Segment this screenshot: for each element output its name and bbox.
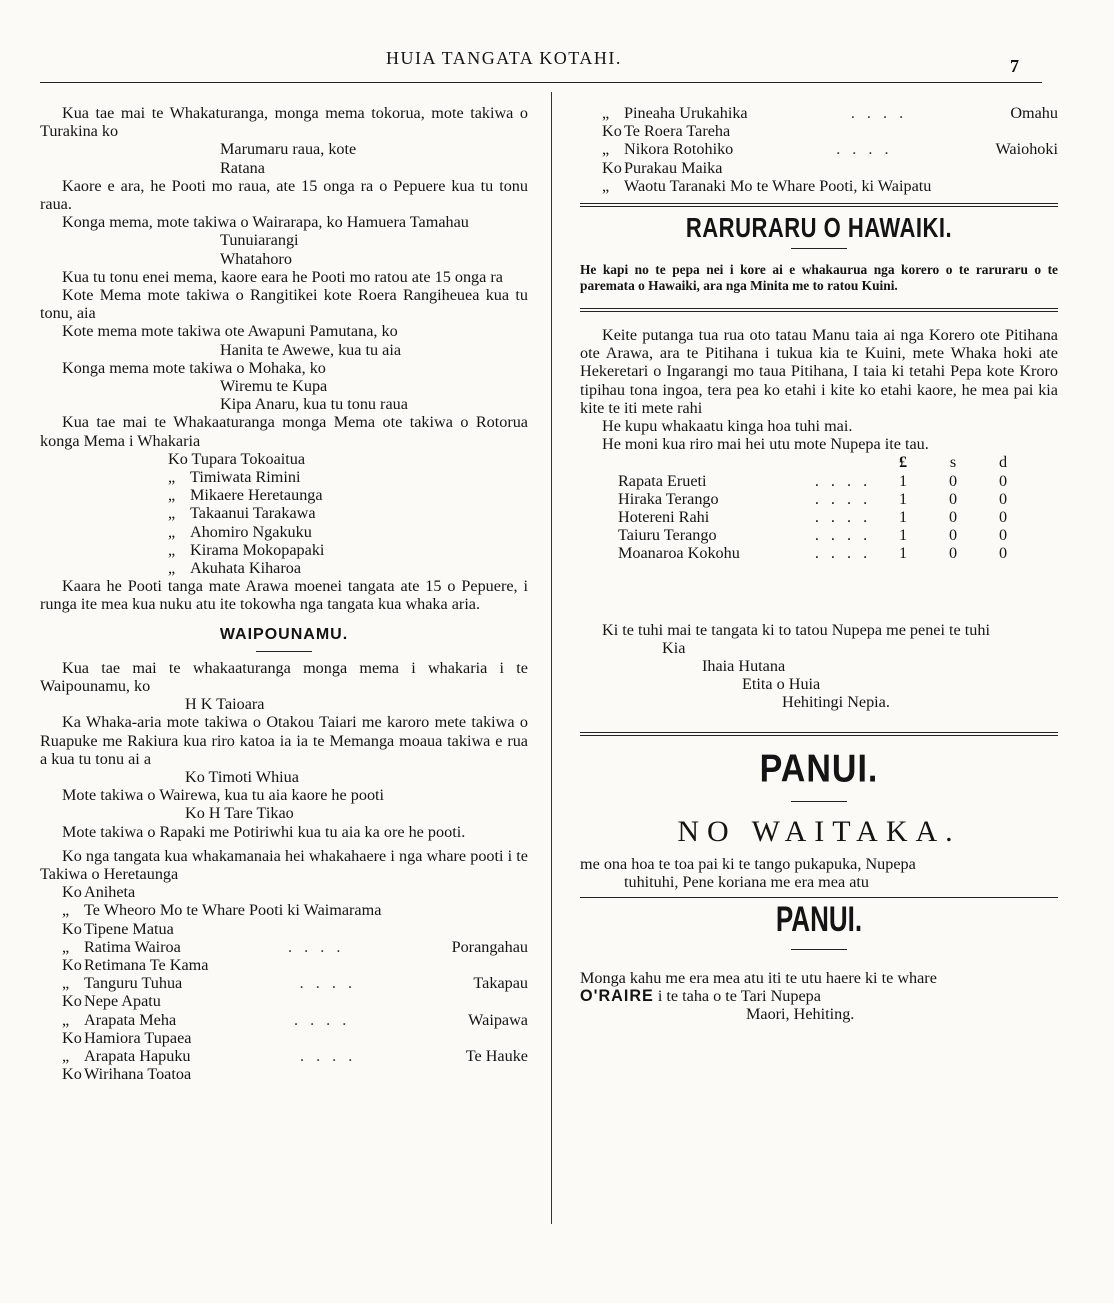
booth-ko-line: Ko Tipene Matua [62,919,174,938]
name-line: Wiremu te Kupa [220,377,328,396]
heading-rule [791,248,847,249]
booth-row: „ Tanguru Tuhua . . . . Takapau [62,974,528,993]
oraire-text: Monga kahu me era mea atu iti te utu haere ki te whare [580,969,937,988]
paragraph-rotorua: Kua tae mai te Whakaaturanga monga Mema ote takiwa o Rotorua konga Mema i Whakaria [40,413,528,450]
paragraph-turakina: Kua tae mai te Whakaturanga, monga mema tokorua, mote takiwa o Turakina ko [40,104,528,141]
heading-rule [791,801,847,802]
booth-row: „ Nikora Rotohiko . . . . Waiohoki [602,140,1058,159]
booth-first: Ko Aniheta [62,883,136,902]
list-item: „ Takaanui Tarakawa [168,504,316,523]
name-line: Ko H Tare Tikao [185,804,294,823]
booth-ko-line: Ko Te Roera Tareha [602,122,731,141]
booth-row: „ Pineaha Urukahika . . . . Omahu [602,104,1058,122]
name-line: Ihaia Hutana [702,657,786,676]
paragraph-rangitikei: Kote Mema mote takiwa o Rangitikei kote Roera Rangiheuea kua tu tonu, aia [40,286,528,323]
name-line: H K Taioara [185,695,265,714]
table-row: Moanaroa Kokohu . . . . 1 0 0 [618,544,1008,563]
waitaka-text: tuhituhi, Pene koriana me era mea atu [624,872,869,891]
wairewa-line: Mote takiwa o Wairewa, kua tu aia kaore he pooti [62,786,385,805]
kupu-line: He kupu whakaatu kinga hoa tuhi mai. [602,417,853,436]
rotorua-first: Ko Tupara Tokoaitua [168,449,306,468]
name-line: Whatahoro [220,249,292,268]
mohaka-line: Konga mema mote takiwa o Mohaka, ko [62,358,326,377]
name-line: Hehitingi Nepia. [782,693,890,712]
name-line: Kipa Anaru, kua tu tonu raua [220,395,408,414]
heading-rule [256,651,312,652]
column-divider [551,92,552,1224]
booth-row: „ Te Wheoro Mo te Whare Pooti ki Waimarama [62,901,382,920]
section-heading-raruraru: RARURARU O HAWAIKI. [685,211,953,244]
paragraph-pitihana: Keite putanga tua rua oto tatau Manu taia ai nga Korero ote Pitihana ote Arawa, ara te Pitihana i tukua kia te Kuini, mete Whaka hoki ate Hekeretari o Ingarangi mo taua Pitihana, I taia ki tetahi Pepa kote Kroro tipihau tona ingoa, tera pea ko etahi i kite ko etahi kaore, he mea pai kia kite te iti mete rahi [580,326,1058,417]
paragraph-pepuere: Kaore e ara, he Pooti mo raua, ate 15 onga ra o Pepuere kua tu tonu raua. [40,176,528,214]
double-rule [580,732,1058,736]
oraire-text: O'RAIRE i te taha o te Tari Nupepa [580,987,821,1006]
paragraph-arawa: Kaara he Pooti tanga mate Arawa moenei tangata ate 15 o Pepuere, i runga ite mea kua nuku atu ite tokowha nga tangata kua whaka aria. [40,577,528,614]
booth-ko-line: Ko Nepe Apatu [62,992,161,1011]
table-row: Hotereni Rahi . . . . 1 0 0 [618,508,1008,527]
table-row: Hiraka Terango . . . . 1 0 0 [618,489,1008,508]
page-number: 7 [1010,56,1019,76]
oraire-text: Maori, Hehiting. [746,1005,855,1024]
payments-table [618,453,1028,562]
list-item: „ Akuhata Kiharoa [168,559,302,578]
right-column [580,104,1058,1024]
panui-heading: PANUI. [759,746,879,791]
table-header-row [618,453,1028,471]
booth-ko-line: Ko Retimana Te Kama [62,955,209,974]
name-line: Tunuiarangi [220,231,299,250]
running-title: HUIA TANGATA KOTAHI. [386,48,622,68]
name-line: Etita o Huia [742,675,821,694]
heading-rule [791,949,847,950]
paragraph-waipounamu: Kua tae mai te whakaaturanga monga mema i whakaria i te Waipounamu, ko [40,658,528,695]
table-row: Taiuru Terango . . . . 1 0 0 [618,526,1008,545]
panui-heading-2: PANUI. [775,898,863,940]
pound-heading: £ [898,453,908,472]
paragraph-tu-tonu: Kua tu tonu enei mema, kaore eara he Pooti mo ratou ate 15 onga ra [62,267,503,286]
double-rule [580,203,1058,207]
pence-heading: d [998,453,1008,472]
name-line: Marumaru raua, kote [220,140,357,159]
moni-line: He moni kua riro mai hei utu mote Nupepa ite tau. [602,435,929,454]
paragraph-rapaki: Mote takiwa o Rapaki me Potiriwhi kua tu aia ka ore he pooti. [62,822,466,841]
shilling-heading: s [949,453,957,472]
page-header [0,40,1114,76]
waitaka-heading: NO WAITAKA. [677,814,961,848]
paragraph-wairarapa: Konga mema, mote takiwa o Wairarapa, ko Hamuera Tamahau [62,213,469,232]
booth-last-line: „ Waotu Taranaki Mo te Whare Pooti, ki Waipatu [602,176,932,195]
booth-ko-line: Ko Wirihana Toatoa [62,1065,192,1084]
table-row: Rapata Erueti . . . . 1 0 0 [618,471,1008,490]
raruraru-notice: He kapi no te pepa nei i kore ai e whakaurua nga korero o te raruraru o te paremata o Hawaiki, ara nga Minita me to ratou Kuini. [580,262,1058,294]
left-column [40,104,528,1083]
paragraph-otakou: Ka Whaka-aria mote takiwa o Otakou Taiari me karoro mete takiwa o Ruapuke me Rakiura kua riro katoa ia ia te Memanga moaua takiwa e rua a kua tu tonu ai a [40,713,528,768]
name-line: Ratana [220,158,265,177]
booth-row: „ Ratima Wairoa . . . . Porangahau [62,937,528,956]
booth-ko-line: Ko Hamiora Tupaea [62,1028,192,1047]
waitaka-text: me ona hoa te toa pai ki te tango pukapuka, Nupepa [580,854,916,873]
name-line: Hanita te Awewe, kua tu aia [220,340,402,359]
paragraph-heretaunga: Ko nga tangata kua whakamanaia hei whakahaere i nga whare pooti i te Takiwa o Heretaunga [40,846,528,883]
awapuni-line: Kote mema mote takiwa ote Awapuni Pamutana, ko [62,322,398,341]
booth-row: „ Arapata Hapuku . . . . Te Hauke [62,1046,528,1065]
kia-line: Kia [662,638,686,657]
list-item: „ Mikaere Heretaunga [168,486,323,505]
list-item: „ Kirama Mokopapaki [168,540,325,559]
booth-row: „ Arapata Meha . . . . Waipawa [62,1010,528,1029]
section-heading-waipounamu: WAIPOUNAMU. [219,625,349,643]
list-item: „ Timiwata Rimini [168,468,301,487]
booth-ko-line: Ko Purakau Maika [602,158,723,177]
list-item: „ Ahomiro Ngakuku [168,522,312,541]
paragraph-tuhi: Ki te tuhi mai te tangata ki to tatou Nupepa me penei te tuhi [602,620,990,639]
double-rule [580,308,1058,312]
name-line: Ko Timoti Whiua [185,767,299,786]
header-rule [40,82,1042,83]
